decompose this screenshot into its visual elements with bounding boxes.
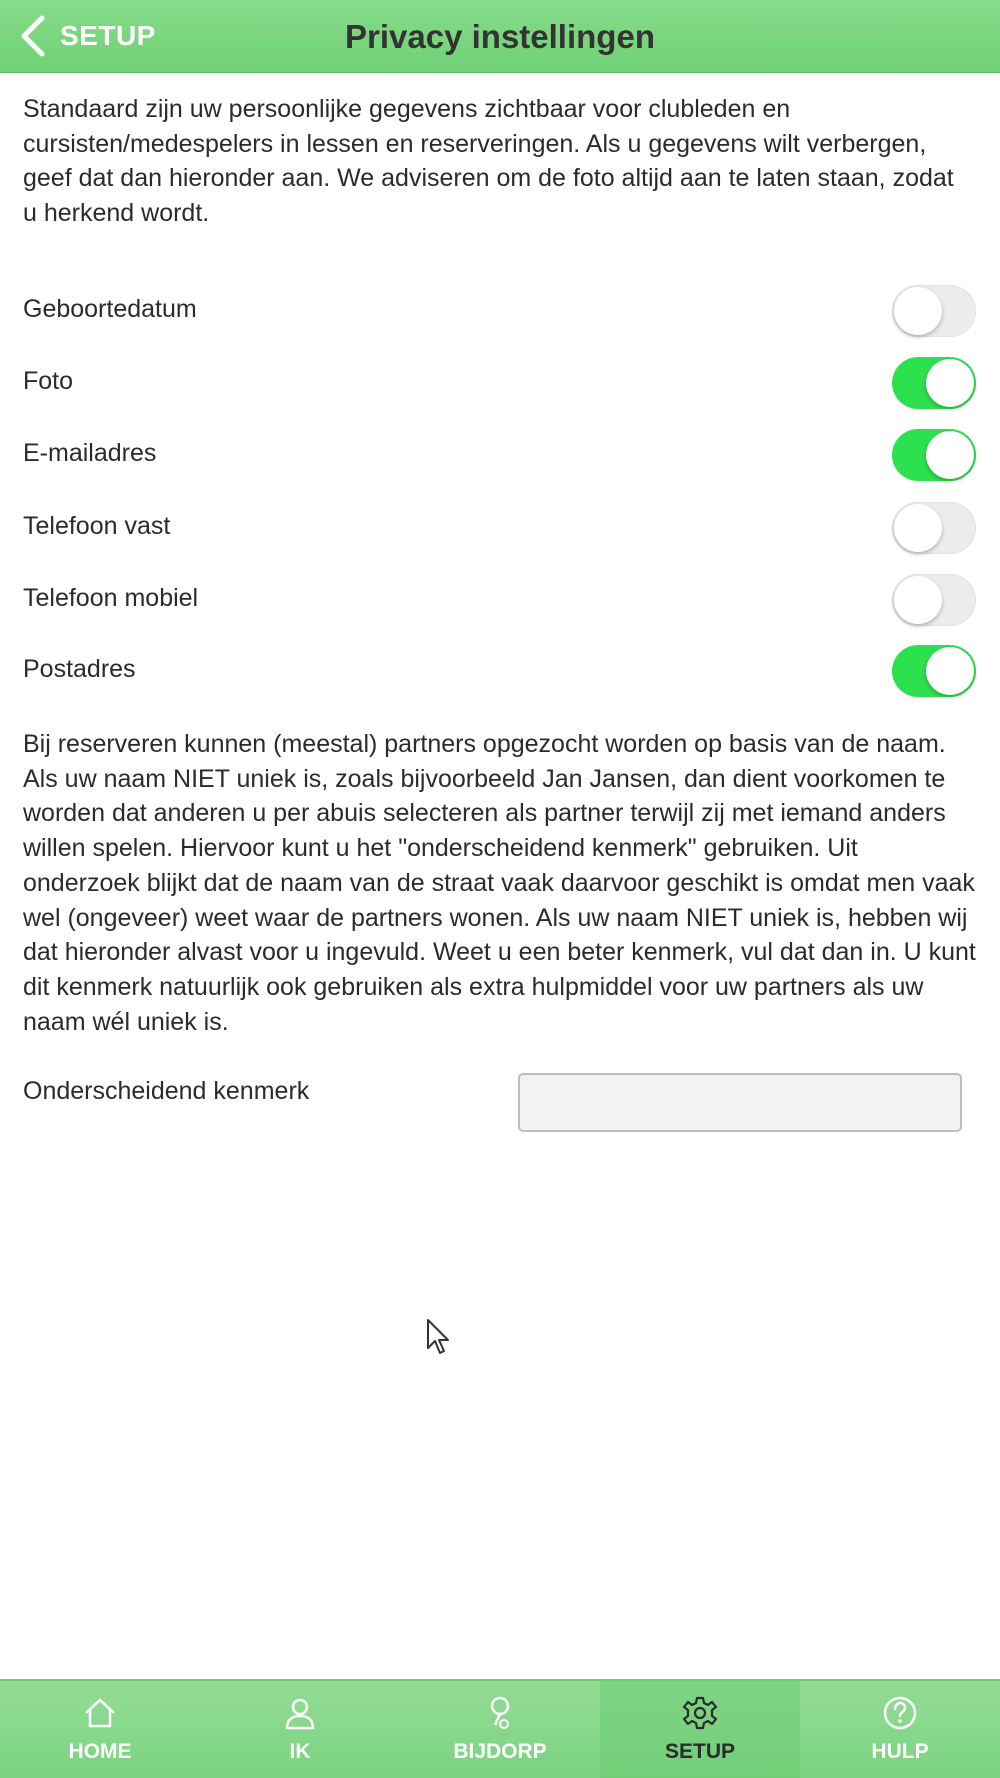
geboortedatum-toggle[interactable] (892, 285, 976, 337)
setting-row-foto (0, 355, 1000, 415)
emailadres-toggle[interactable] (892, 429, 976, 481)
tab-label: HOME (68, 1740, 132, 1763)
toggle-knob (926, 359, 974, 407)
tab-ik[interactable] (200, 1681, 400, 1778)
kenmerk-label: Onderscheidend kenmerk (23, 1077, 310, 1105)
explanation-text: Bij reserveren kunnen (meestal) partners opgezocht worden op basis van de naam. Als uw naam NIET uniek is, zoals bijvoorbeeld Jan Jansen, dan dient voorkomen te worden dat anderen u per abuis selecteren als partner terwijl zij met iemand anders willen spelen. Hiervoor kunt u het "onderscheidend kenmerk" gebruiken. Uit onderzoek blijkt dat de naam van de straat vaak daarvoor geschikt is omdat men vaak wel (ongeveer) weet waar de partners wonen. Als uw naam NIET uniek is, hebben wij dat hieronder alvast voor u ingevuld. Weet u een beter kenmerk, vul dat dan in. U kunt dit kenmerk natuurlijk ook gebruiken als extra hulpmiddel voor uw partners als uw naam wél uniek is. (23, 730, 976, 1036)
back-button[interactable] (18, 10, 156, 62)
tab-label: BIJDORP (453, 1740, 547, 1763)
gear-icon (682, 1695, 718, 1731)
setting-row-telefoon-vast (0, 500, 1000, 560)
home-icon (82, 1695, 118, 1731)
user-icon (282, 1695, 318, 1731)
help-icon (882, 1695, 918, 1731)
setting-row-telefoon-mobiel (0, 572, 1000, 632)
setting-label: Telefoon vast (23, 512, 171, 540)
intro-text: Standaard zijn uw persoonlijke gegevens zichtbaar voor clubleden en cursisten/medespelers in lessen en reserveringen. Als u gegevens wilt verbergen, geef dat dan hieronder aan. We adviseren om de foto altijd aan te laten staan, zodat u herkend wordt. (23, 95, 954, 227)
tab-label: IK (289, 1740, 311, 1763)
mouse-cursor-icon (426, 1318, 452, 1358)
tab-setup[interactable] (600, 1681, 800, 1778)
setting-label: Postadres (23, 655, 136, 683)
tab-label: HULP (871, 1740, 929, 1763)
telefoon-mobiel-toggle[interactable] (892, 574, 976, 626)
postadres-toggle[interactable] (892, 645, 976, 697)
toggle-knob (894, 576, 942, 624)
toggle-knob (926, 647, 974, 695)
header-bar (0, 0, 1000, 73)
bottom-tab-bar (0, 1679, 1000, 1778)
setting-row-emailadres (0, 427, 1000, 487)
setting-label: E-mailadres (23, 439, 157, 467)
toggle-knob (926, 431, 974, 479)
foto-toggle[interactable] (892, 357, 976, 409)
setting-label: Geboortedatum (23, 295, 197, 323)
tab-bijdorp[interactable] (400, 1681, 600, 1778)
toggle-knob (894, 287, 942, 335)
setting-label: Foto (23, 367, 74, 395)
tab-home[interactable] (0, 1681, 200, 1778)
toggle-knob (894, 504, 942, 552)
chevron-left-icon (18, 14, 48, 58)
search-club-icon (482, 1695, 518, 1731)
telefoon-vast-toggle[interactable] (892, 502, 976, 554)
setting-label: Telefoon mobiel (23, 584, 199, 612)
tab-hulp[interactable] (800, 1681, 1000, 1778)
tab-label: SETUP (664, 1740, 735, 1763)
back-button-label: SETUP (60, 20, 156, 51)
page-title: Privacy instellingen (345, 18, 655, 55)
setting-row-postadres (0, 643, 1000, 703)
setting-row-geboortedatum (0, 283, 1000, 343)
kenmerk-input[interactable] (518, 1073, 962, 1132)
